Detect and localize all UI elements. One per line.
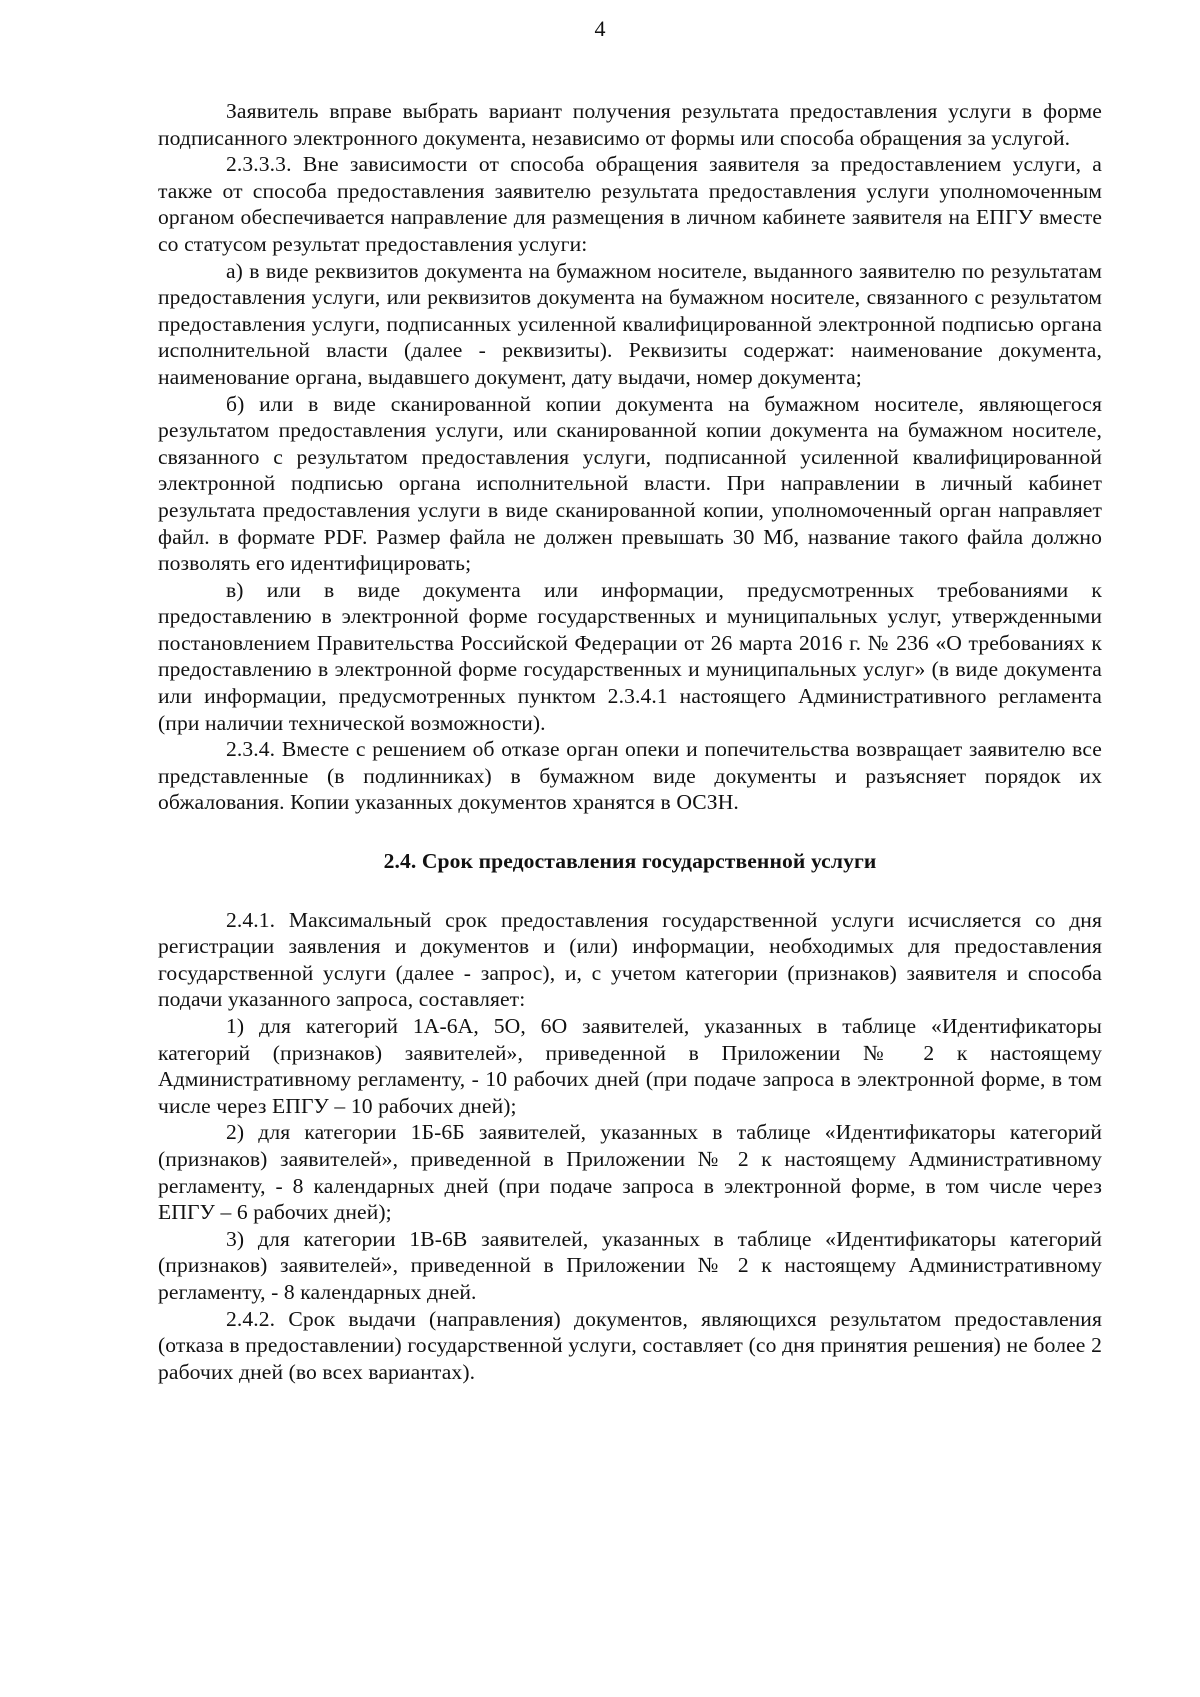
paragraph-2-3-4: 2.3.4. Вместе с решением об отказе орган опеки и попечительства возвращает заявителю все представленные (в подлинниках) в бумажном виде документы и разъясняет порядок их обжалования. Копии указанных документов хранятся в ОСЗН. <box>158 737 1102 815</box>
paragraph-item-a: а) в виде реквизитов документа на бумажном носителе, выданного заявителю по результатам предоставления услуги, или реквизитов документа на бумажном носителе, связанного с результатом предоставления услуги, подписанных усиленной квалифицированной электронной подписью органа исполнительной власти (далее - реквизиты). Реквизиты содержат: наименование документа, наименование органа, выдавшего документ, дату выдачи, номер документа; <box>158 258 1102 389</box>
paragraph-2-4-1: 2.4.1. Максимальный срок предоставления государственной услуги исчисляется со дня регистрации заявления и документов и (или) информации, необходимых для предоставления государственной услуги (далее - запрос), и, с учетом категории (признаков) заявителя и способа подачи указанного запроса, составляет: <box>158 907 1102 1012</box>
document-body <box>158 98 1102 1385</box>
paragraph-2-4-2: 2.4.2. Срок выдачи (направления) документов, являющихся результатом предоставления (отказа в предоставлении) государственной услуги, составляет (со дня принятия решения) не более 2 рабочих дней (во всех вариантах). <box>158 1306 1102 1384</box>
paragraph-2-3-3-3: 2.3.3.3. Вне зависимости от способа обращения заявителя за предоставлением услуги, а также от способа предоставления заявителю результата предоставления услуги уполномоченным органом обеспечивается направление для размещения в личном кабинете заявителя на ЕПГУ вместе со статусом результат предоставления услуги: <box>158 152 1102 256</box>
paragraph-result-choice: Заявитель вправе выбрать вариант получения результата предоставления услуги в форме подписанного электронного документа, независимо от формы или способа обращения за услугой. <box>158 99 1102 150</box>
page-number: 4 <box>594 16 606 41</box>
paragraph-item-2: 2) для категории 1Б-6Б заявителей, указанных в таблице «Идентификаторы категорий (признаков) заявителей», приведенной в Приложении № 2 к настоящему Административному регламенту, - 8 календарных дней (при подаче запроса в электронной форме, в том числе через ЕПГУ – 6 рабочих дней); <box>158 1120 1102 1225</box>
paragraph-item-1: 1) для категорий 1А-6А, 5О, 6О заявителей, указанных в таблице «Идентификаторы категорий (признаков) заявителей», приведенной в Приложении № 2 к настоящему Административному регламенту, - 10 рабочих дней (при подаче запроса в электронной форме, в том числе через ЕПГУ – 10 рабочих дней); <box>158 1014 1102 1118</box>
section-heading-2-4: 2.4. Срок предоставления государственной услуги <box>383 849 877 874</box>
paragraph-item-b: б) или в виде сканированной копии документа на бумажном носителе, являющегося результатом предоставления услуги, или сканированной копии документа на бумажном носителе, связанного с результатом предоставления услуги, подписанной усиленной квалифицированной электронной подписью органа исполнительной власти. При направлении в личный кабинет результата предоставления услуги в виде сканированной копии, уполномоченный орган направляет файл. в формате PDF. Размер файла не должен превышать 30 Мб, название такого файла должно позволять его идентифицировать; <box>158 391 1102 576</box>
paragraph-item-v: в) или в виде документа или информации, предусмотренных требованиями к предоставлению в электронной форме государственных и муниципальных услуг, утвержденными постановлением Правительства Российской Федерации от 26 марта 2016 г. № 236 «О требованиях к предоставлению в электронной форме государственных и муниципальных услуг» (в виде документа или информации, предусмотренных пунктом 2.3.4.1 настоящего Административного регламента (при наличии технической возможности). <box>158 577 1102 735</box>
paragraph-item-3: 3) для категории 1В-6В заявителей, указанных в таблице «Идентификаторы категорий (признаков) заявителей», приведенной в Приложении № 2 к настоящему Административному регламенту, - 8 календарных дней. <box>158 1226 1102 1304</box>
